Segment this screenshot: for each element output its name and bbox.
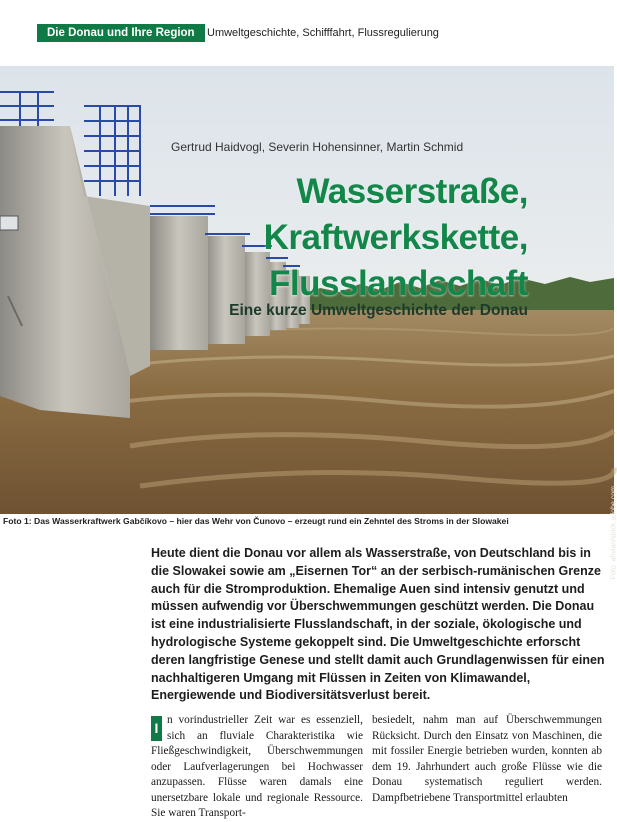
top-bar [0,22,614,44]
photo-credit: Foto: ahvian/stock.adobe.com [610,486,617,580]
title-line-1: Wasserstraße, [296,172,528,211]
lead-paragraph: Heute dient die Donau vor allem als Wasserstraße, von Deutschland bis in die Slowakei sowie am „Eisernen Tor“ an der serbisch-rumänischen Grenze auch für die Stromproduktion. Ehemalige Auen sind intensiv genutzt und müssen aufwendig vor Überschwemmungen geschützt werden. Die Donau ist eine industrialisierte Flusslandschaft, in der soziale, ökologische und hydrologische Systeme gekoppelt sind. Die Umweltgeschichte erforscht deren langfristige Genese und stellt damit auch Grundlagenwissen für einen nachhaltigeren Umgang mit Flüssen in Zeiten von Klimawandel, Energiewende und Biodiversitätsverlust bereit. [151,546,605,703]
title-line-2: Kraftwerkskette, [263,218,528,257]
column-1-text: n vorindustrieller Zeit war es essenziell, sich an fluviale Charakteristika wie Fließgeschwindigkeit, Überschwemmungen oder Laufverlagerungen bei Hochwasser anzupassen. Flüsse waren damals eine unersetzbare lokale und regionale Ressource. Sie waren Transport- [151,714,363,819]
section-topics: Umweltgeschichte, Schifffahrt, Flussregulierung [207,27,439,39]
article-subtitle: Eine kurze Umweltgeschichte der Donau [229,302,528,319]
article-title [264,169,528,307]
title-line-3: Flusslandschaft [269,264,528,303]
section-tag: Die Donau und Ihre Region [37,24,205,42]
body-column-1 [151,713,363,819]
body-column-2: besiedelt, nahm man auf Überschwemmungen Rücksicht. Durch den Einsatz von Maschinen, die mit fossiler Energie betrieben wurden, konnten ab dem 19. Jahrhundert auch große Flüsse wie die Donau systematisch reguliert werden. Dampfbetriebene Transportmittel erlaubten [372,714,602,804]
authors: Gertrud Haidvogl, Severin Hohensinner, Martin Schmid [171,140,464,154]
drop-cap: I [151,716,162,741]
photo-caption: Foto 1: Das Wasserkraftwerk Gabčíkovo – hier das Wehr von Čunovo – erzeugt rund ein Zehntel des Stroms in der Slowakei [3,516,509,526]
